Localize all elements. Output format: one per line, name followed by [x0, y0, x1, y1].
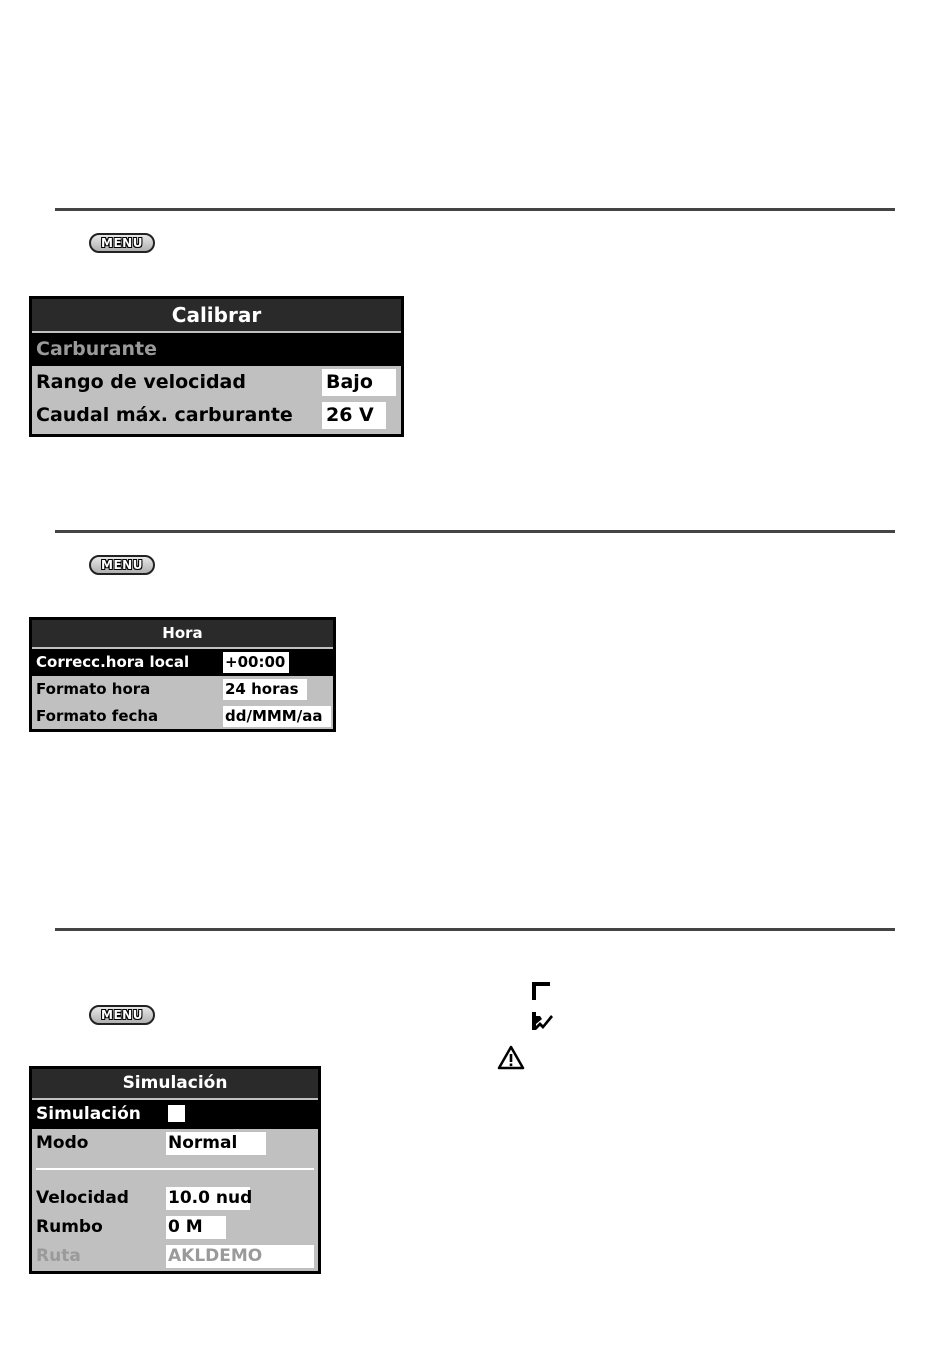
- calibrar-panel: [29, 296, 404, 437]
- calibrar-title: Calibrar: [32, 299, 401, 333]
- calibrar-row-caudal-max[interactable]: [32, 399, 401, 432]
- menu-button-2[interactable]: MENU: [89, 555, 155, 575]
- simulacion-row-modo[interactable]: [32, 1129, 318, 1158]
- calibrar-row-label: Rango de velocidad: [36, 371, 246, 393]
- warning-icon: [497, 1045, 525, 1071]
- hora-row-correccion[interactable]: [32, 649, 333, 676]
- checkbox-unchecked-icon: [530, 980, 552, 1002]
- rumbo-value[interactable]: 0 M: [166, 1216, 226, 1239]
- calibrar-row-label: Carburante: [36, 338, 157, 360]
- simulacion-separator: [32, 1158, 318, 1184]
- calibrar-row-label: Caudal máx. carburante: [36, 404, 293, 426]
- ruta-value[interactable]: AKLDEMO: [166, 1245, 314, 1268]
- formato-fecha-value[interactable]: dd/MMM/aa: [223, 706, 331, 727]
- simulacion-row-label: Velocidad: [36, 1188, 129, 1208]
- simulacion-panel: [29, 1066, 321, 1274]
- caudal-max-value[interactable]: 26 V: [322, 402, 386, 429]
- calibrar-row-carburante[interactable]: [32, 333, 401, 366]
- section-divider-1: [55, 208, 895, 211]
- formato-hora-value[interactable]: 24 horas: [223, 679, 307, 700]
- checkbox-checked-icon: [530, 1010, 554, 1032]
- menu-button-1[interactable]: MENU: [89, 233, 155, 253]
- simulacion-row-ruta[interactable]: [32, 1242, 318, 1271]
- simulacion-row-velocidad[interactable]: [32, 1184, 318, 1213]
- hora-row-formato-fecha[interactable]: [32, 703, 333, 730]
- menu-button-3[interactable]: MENU: [89, 1005, 155, 1025]
- section-divider-2: [55, 530, 895, 533]
- section-divider-3: [55, 928, 895, 931]
- calibrar-row-rango-velocidad[interactable]: [32, 366, 401, 399]
- simulacion-row-label: Ruta: [36, 1246, 81, 1266]
- rango-velocidad-value[interactable]: Bajo: [322, 369, 396, 396]
- hora-row-label: Formato fecha: [36, 707, 159, 725]
- hora-panel: [29, 617, 336, 732]
- hora-row-label: Correcc.hora local: [36, 653, 190, 671]
- hora-title: Hora: [32, 620, 333, 649]
- simulacion-row-label: Rumbo: [36, 1217, 103, 1237]
- velocidad-value[interactable]: 10.0 nud: [168, 1188, 253, 1208]
- simulacion-row-rumbo[interactable]: [32, 1213, 318, 1242]
- simulacion-row-toggle[interactable]: [32, 1100, 318, 1129]
- simulacion-title: Simulación: [32, 1069, 318, 1100]
- simulacion-row-label: Modo: [36, 1133, 89, 1153]
- modo-value[interactable]: Normal: [166, 1132, 266, 1155]
- hora-row-formato-hora[interactable]: [32, 676, 333, 703]
- simulacion-checkbox[interactable]: [168, 1105, 185, 1122]
- hora-row-label: Formato hora: [36, 680, 151, 698]
- simulacion-row-label: Simulación: [36, 1104, 141, 1124]
- correccion-hora-value[interactable]: +00:00: [223, 652, 289, 673]
